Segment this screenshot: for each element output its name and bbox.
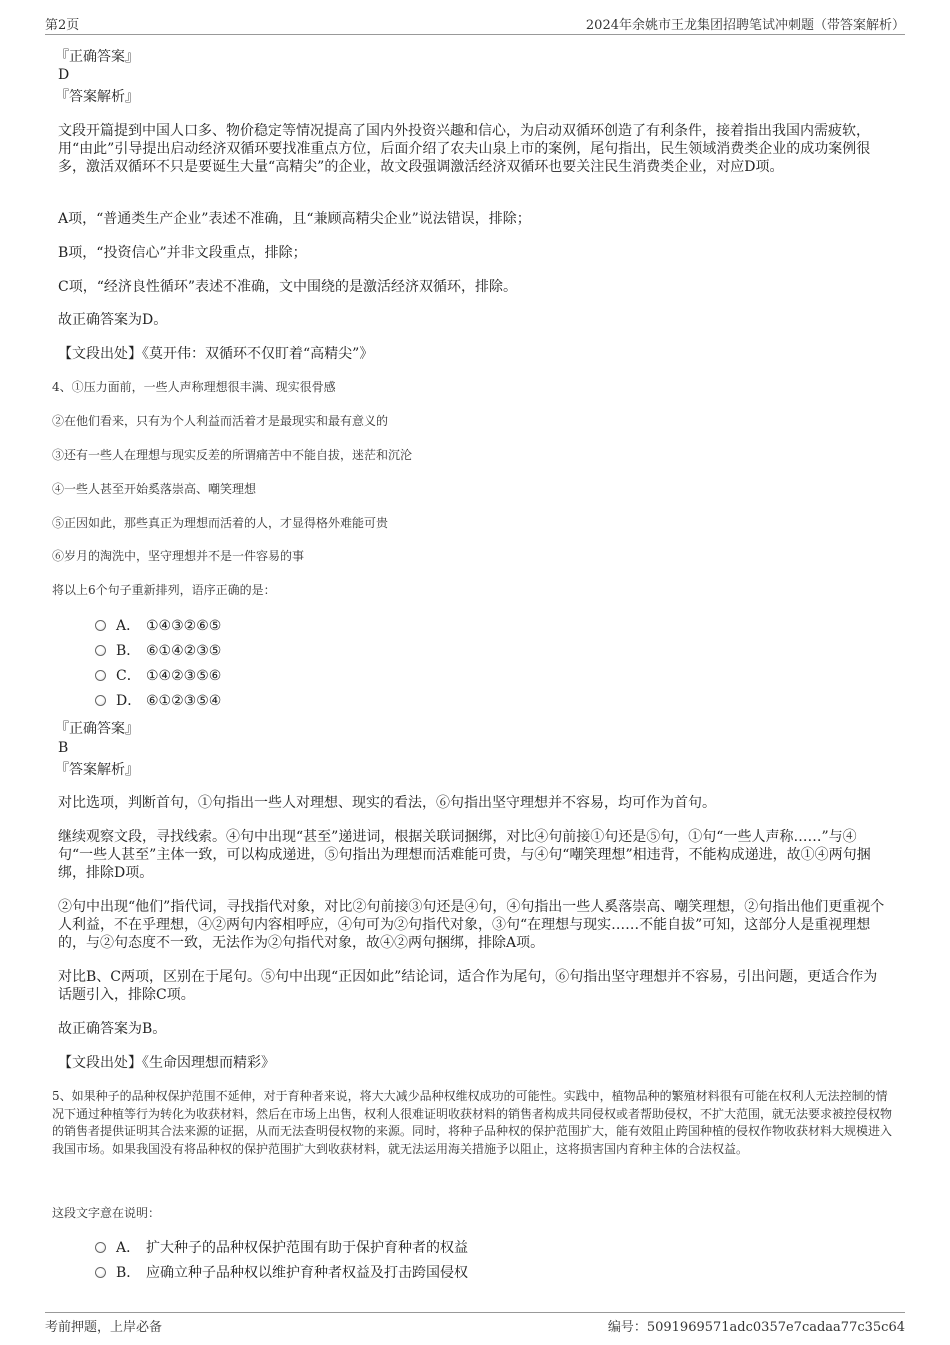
document-id: 编号：5091969571adc0357e7cadaa77c35c64 (607, 1320, 905, 1335)
radio-icon[interactable] (95, 1242, 106, 1253)
analysis-paragraph: B项，“投资信心”并非文段重点，排除； (58, 245, 307, 261)
question-sentence: ⑥岁月的淘洗中，坚守理想并不是一件容易的事 (52, 549, 305, 563)
radio-icon[interactable] (95, 645, 106, 656)
question-stem: 5、如果种子的品种权保护范围不延伸，对于育种者来说，将大大减少品种权维权成功的可能性。实践中，植物品种的繁殖材料很有可能在权利人无法控制的情况下通过种植等行为转化为收获材料，然后在市场上出售，权利人很难证明收获材料的销售者构成共同侵权或者帮助侵权，不扩大范围，就无法要求被控侵权物的销售者提供证明其合法来源的证据，从而无法查明侵权物的来源。同时，将种子品种权的保护范围扩大，能有效阻止跨国种植的侵权作物收获材料大规模进入我国市场。如果我国没有将品种权的保护范围扩大到收获材料，就无法运用海关措施予以阻止，这将损害国内育种主体的合法权益。 (52, 1089, 893, 1156)
answer-label: 『正确答案』 (55, 49, 139, 65)
source-citation: 【文段出处】《莫开伟：双循环不仅盯着“高精尖”》 (58, 346, 374, 362)
radio-icon[interactable] (95, 1267, 106, 1278)
analysis-conclusion: 故正确答案为B。 (58, 1021, 167, 1037)
analysis-label: 『答案解析』 (55, 762, 139, 778)
question-sentence: ③还有一些人在理想与现实反差的所谓痛苦中不能自拔，迷茫和沉沦 (52, 448, 413, 462)
option-b[interactable]: B． ⑥①④②③⑤ (95, 642, 221, 660)
option-c[interactable]: C． ①④②③⑤⑥ (95, 667, 221, 685)
analysis-paragraph: 对比选项，判断首句，①句指出一些人对理想、现实的看法，⑥句指出坚守理想并不容易，均可作为首句。 (58, 795, 716, 811)
page-footer (45, 1312, 905, 1335)
analysis-paragraph: C项，“经济良性循环”表述不准确，文中围绕的是激活经济双循环，排除。 (58, 279, 518, 295)
document-title: 2024年余姚市王龙集团招聘笔试冲刺题（带答案解析） (585, 18, 905, 33)
radio-icon[interactable] (95, 620, 106, 631)
answer-value: D (58, 67, 70, 83)
source-citation: 【文段出处】《生命因理想而精彩》 (58, 1055, 275, 1071)
option-b[interactable]: B． 应确立种子品种权以维护育种者权益及打击跨国侵权 (95, 1264, 468, 1282)
analysis-label: 『答案解析』 (55, 89, 139, 105)
option-a[interactable]: A． ①④③②⑥⑤ (95, 617, 221, 635)
question-sentence: 4、①压力面前，一些人声称理想很丰满、现实很骨感 (52, 380, 336, 394)
analysis-paragraph: 文段开篇提到中国人口多、物价稳定等情况提高了国内外投资兴趣和信心，为启动双循环创造了有利条件，接着指出我国内需疲软，用“由此”引导提出启动经济双循环要找准重点方位，后面介绍了农夫山泉上市的案例，尾句指出，民生领域消费类企业的成功案例很多，激活双循环不只是要诞生大量“高精尖”的企业，故文段强调激活经济双循环也要关注民生消费类企业，对应D项。 (58, 123, 871, 175)
analysis-paragraph: A项，“普通类生产企业”表述不准确，且“兼顾高精尖企业”说法错误，排除； (58, 211, 531, 227)
question-sentence: ④一些人甚至开始奚落崇高、嘲笑理想 (52, 482, 257, 496)
radio-icon[interactable] (95, 670, 106, 681)
option-d[interactable]: D． ⑥①②③⑤④ (95, 692, 221, 710)
analysis-paragraph: 继续观察文段，寻找线索。④句中出现“甚至”递进词，根据关联词捆绑，对比④句前接①句还是⑤句，①句“一些人声称……”与④句“一些人甚至”主体一致，可以构成递进，⑤句指出为理想而活难能可贵，与④句“嘲笑理想”相违背，不能构成递进，故①④两句捆绑，排除D项。 (58, 829, 871, 881)
analysis-conclusion: 故正确答案为D。 (58, 312, 168, 328)
analysis-paragraph: 对比B、C两项，区别在于尾句。⑤句中出现“正因如此”结论词，适合作为尾句，⑥句指出坚守理想并不容易，引出问题，更适合作为话题引入，排除C项。 (58, 969, 878, 1003)
option-a[interactable]: A． 扩大种子的品种权保护范围有助于保护育种者的权益 (95, 1239, 468, 1257)
question-prompt: 这段文字意在说明： (52, 1206, 161, 1220)
question-sentence: ⑤正因如此，那些真正为理想而活着的人，才显得格外难能可贵 (52, 516, 389, 530)
page-number: 第2页 (45, 18, 80, 33)
question-sentence: ②在他们看来，只有为个人利益而活着才是最现实和最有意义的 (52, 414, 389, 428)
answer-label: 『正确答案』 (55, 721, 139, 737)
page-header (45, 12, 905, 35)
analysis-paragraph: ②句中出现“他们”指代词，寻找指代对象，对比②句前接③句还是④句，④句指出一些人奚落崇高、嘲笑理想，②句指出他们更重视个人利益，不在乎理想，④②两句内容相呼应，④句可为②句指代对象，③句“在理想与现实……不能自拔”可知，这部分人是重视理想的，与②句态度不一致，无法作为②句指代对象，故④②两句捆绑，排除A项。 (58, 899, 885, 951)
radio-icon[interactable] (95, 695, 106, 706)
question-prompt: 将以上6个句子重新排列，语序正确的是： (52, 583, 276, 597)
answer-value: B (58, 740, 69, 756)
footer-slogan: 考前押题，上岸必备 (45, 1320, 163, 1335)
